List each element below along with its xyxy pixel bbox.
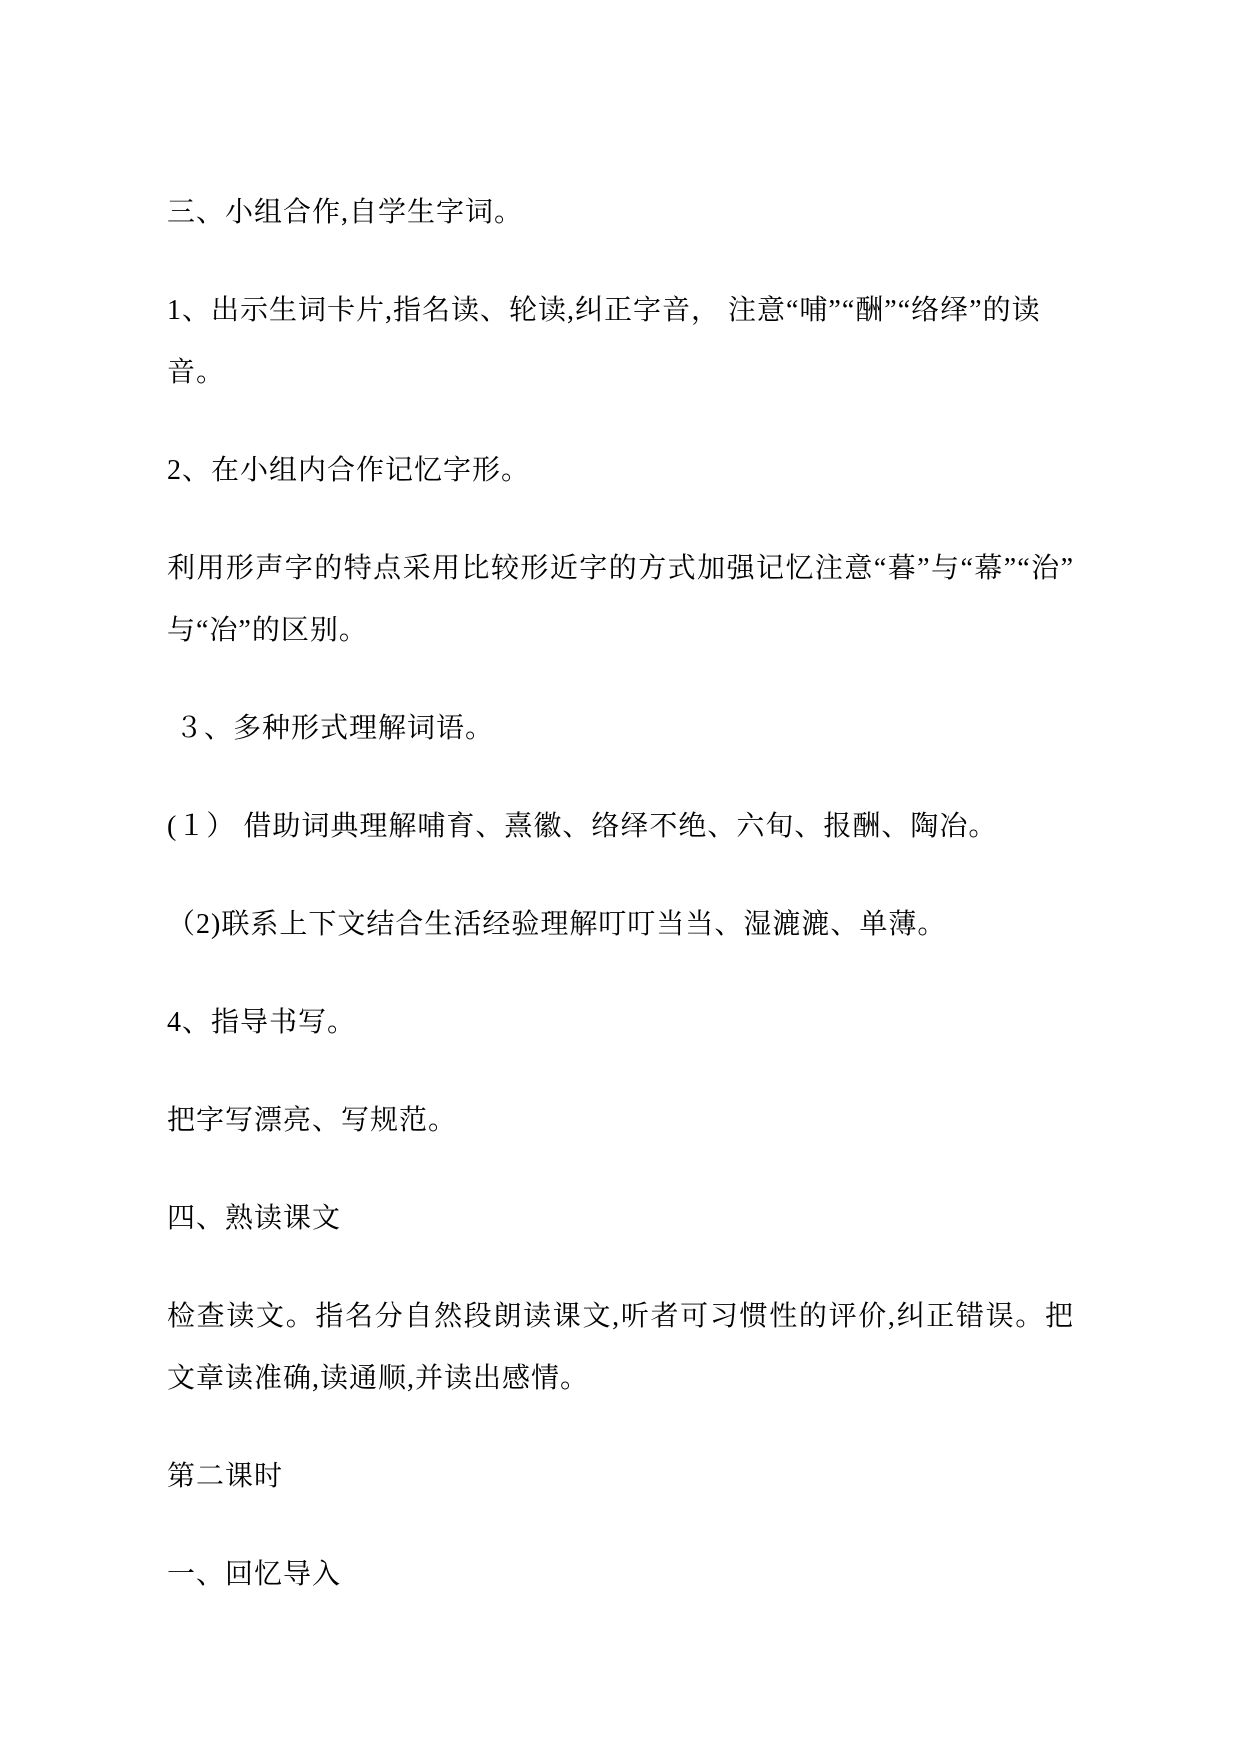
document-body xyxy=(167,182,1074,1606)
paragraph-section-4 xyxy=(167,1188,1074,1250)
paragraph-line: 把字写漂亮、写规范。 xyxy=(167,1105,458,1136)
paragraph-line: 1、出示生词卡片,指名读、轮读,纠正字音， 注意“哺”“酬”“络绎”的读音。 xyxy=(167,295,1041,388)
paragraph-memory-tip xyxy=(167,538,1074,662)
paragraph-section-3 xyxy=(167,182,1074,244)
paragraph-line: （2)联系上下文结合生活经验理解叮叮当当、湿漉漉、单薄。 xyxy=(167,909,947,940)
paragraph-line: (１） 借助词典理解哺育、熹徽、络绎不绝、六旬、报酬、陶冶。 xyxy=(167,811,998,842)
paragraph-line: 利用形声字的特点采用比较形近字的方式加强记忆注意“暮”与“幕”“治” xyxy=(167,553,1074,584)
paragraph-line: 一、回忆导入 xyxy=(167,1559,342,1590)
paragraph-line: ３、多种形式理解词语。 xyxy=(167,713,495,744)
paragraph-subitem-2 xyxy=(167,894,1074,956)
paragraph-line: 2、在小组内合作记忆字形。 xyxy=(167,455,531,486)
paragraph-lesson-2-title xyxy=(167,1446,1074,1508)
paragraph-item-3 xyxy=(167,698,1074,760)
paragraph-reading-check xyxy=(167,1286,1074,1410)
paragraph-line: 4、指导书写。 xyxy=(167,1007,357,1038)
paragraph-item-1 xyxy=(167,280,1074,404)
paragraph-item-4 xyxy=(167,992,1074,1054)
paragraph-item-2 xyxy=(167,440,1074,502)
paragraph-line: 第二课时 xyxy=(167,1461,284,1492)
paragraph-line: 文章读准确,读通顺,并读出感情。 xyxy=(167,1363,590,1394)
paragraph-line: 检查读文。指名分自然段朗读课文,听者可习惯性的评价,纠正错误。把 xyxy=(167,1301,1074,1332)
paragraph-line: 三、小组合作,自学生字词。 xyxy=(167,197,524,228)
paragraph-writing-note xyxy=(167,1090,1074,1152)
paragraph-subitem-1 xyxy=(167,796,1074,858)
paragraph-line: 与“冶”的区别。 xyxy=(167,615,368,646)
paragraph-line: 四、熟读课文 xyxy=(167,1203,342,1234)
paragraph-section-1-recall xyxy=(167,1544,1074,1606)
